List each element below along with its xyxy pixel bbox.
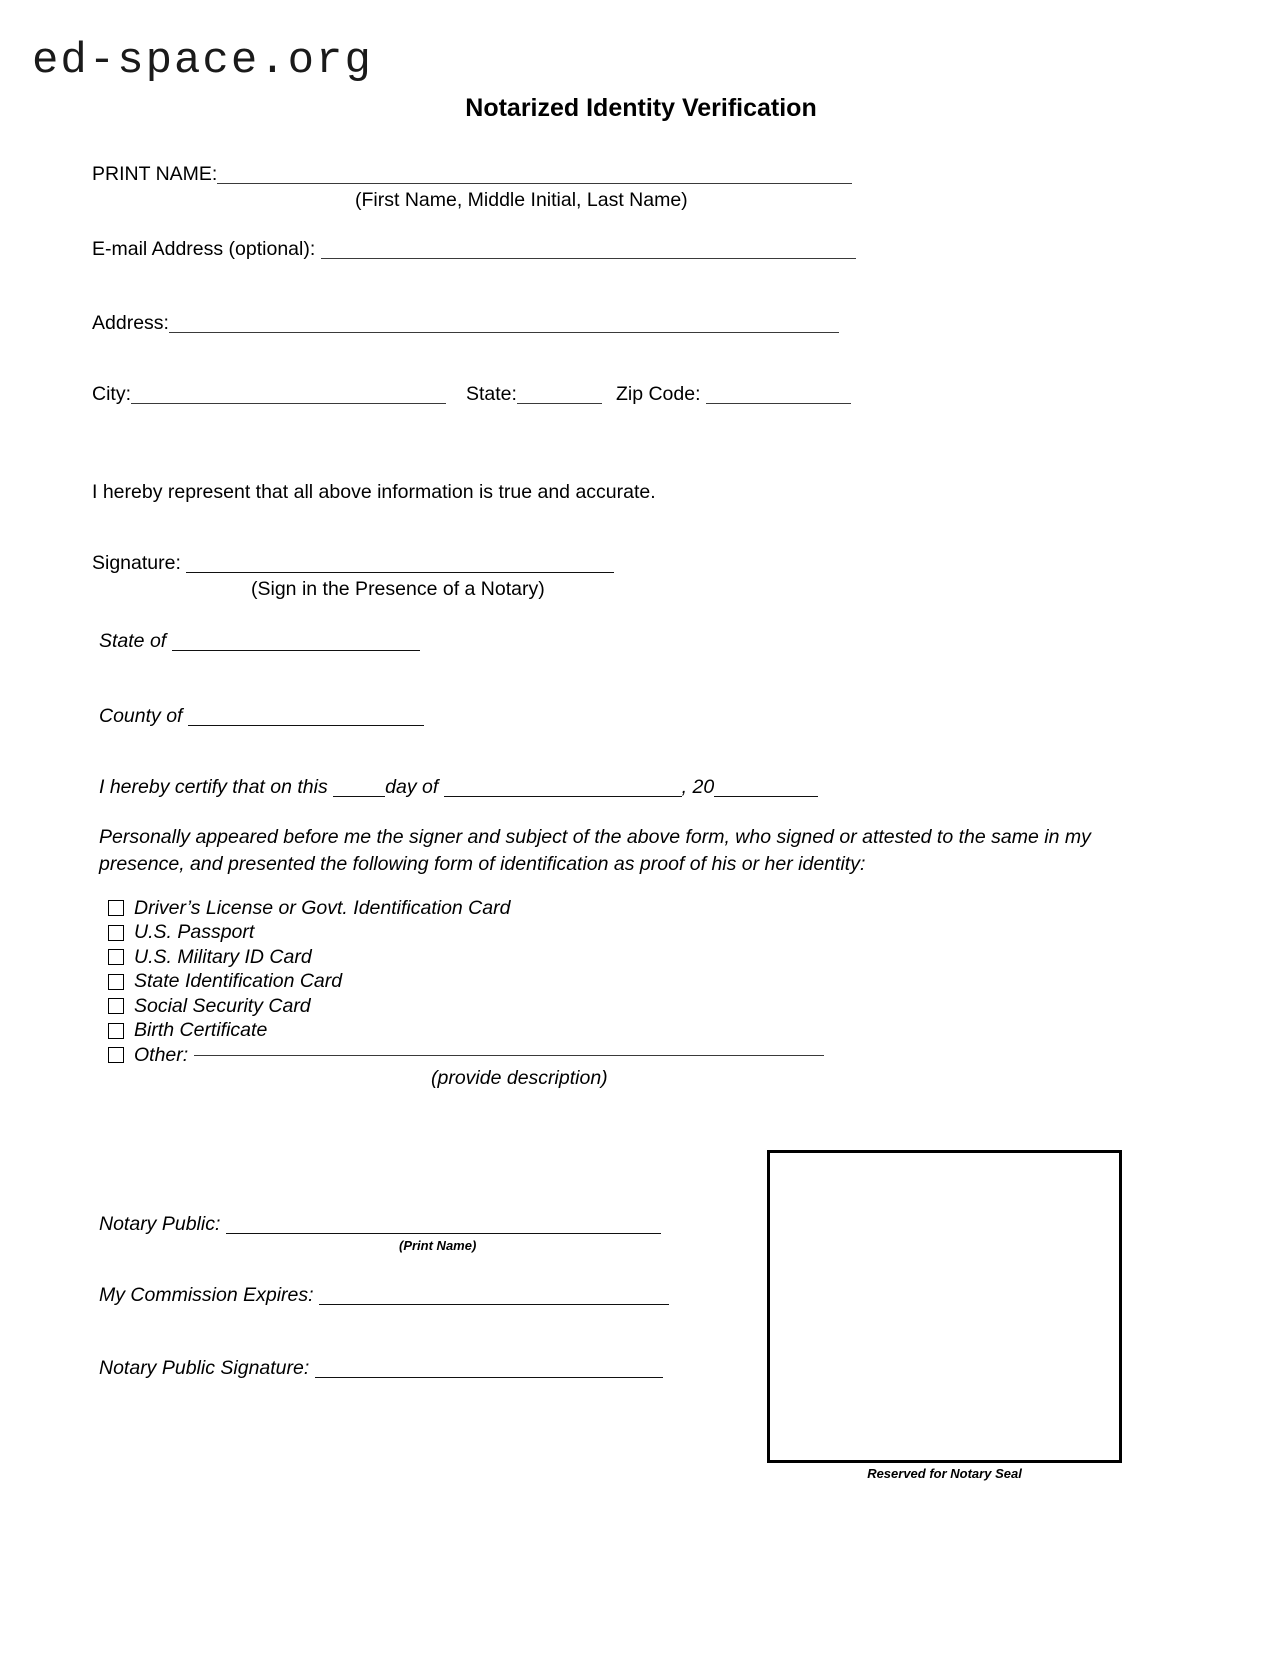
list-item[interactable] (108, 994, 824, 1019)
print-name-label: PRINT NAME: (92, 163, 218, 185)
checkbox-icon[interactable] (108, 998, 124, 1014)
zip-label: Zip Code: (615, 383, 706, 405)
certify-year-label: , 20 (681, 776, 715, 798)
checkbox-icon[interactable] (108, 949, 124, 965)
appeared-line-1: Personally appeared before me the signer and subject of the above form, who signed or attested to the same in (99, 826, 1060, 848)
state-of-label: State of (99, 630, 172, 652)
signature-hint: (Sign in the Presence of a Notary) (251, 578, 545, 600)
notary-public-field-row (99, 1213, 661, 1236)
checkbox-icon[interactable] (108, 1047, 124, 1063)
option-label: Social Security Card (134, 994, 311, 1017)
city-state-zip-row (92, 383, 851, 406)
attestation-statement: I hereby represent that all above information is true and accurate. (92, 481, 656, 503)
city-input-line[interactable] (131, 403, 446, 404)
other-description-input-line[interactable] (194, 1055, 824, 1056)
state-of-field-row (99, 630, 420, 653)
commission-expires-input-line[interactable] (319, 1304, 669, 1305)
zip-input-line[interactable] (706, 403, 851, 404)
email-label: E-mail Address (optional): (92, 238, 321, 260)
list-item[interactable] (108, 945, 824, 970)
appeared-line-2: my presence, and presented the following form of identification as proof of his or her identity: (99, 826, 1091, 875)
page-title: Notarized Identity Verification (465, 94, 817, 122)
state-label: State: (466, 383, 517, 405)
option-label: State Identification Card (134, 970, 343, 993)
notary-signature-field-row (99, 1357, 663, 1380)
certify-year-input-line[interactable] (714, 796, 818, 797)
notary-print-name-caption: (Print Name) (399, 1238, 477, 1253)
state-of-input-line[interactable] (172, 650, 420, 651)
list-item[interactable] (108, 921, 824, 946)
city-label: City: (92, 383, 131, 405)
identification-options-list (108, 896, 824, 1068)
list-item[interactable] (108, 896, 824, 921)
checkbox-icon[interactable] (108, 1023, 124, 1039)
certify-day-input-line[interactable] (333, 796, 385, 797)
option-label: Other: (134, 1043, 189, 1066)
county-of-input-line[interactable] (188, 725, 424, 726)
checkbox-icon[interactable] (108, 900, 124, 916)
notary-signature-input-line[interactable] (315, 1377, 663, 1378)
email-field-row (92, 238, 856, 261)
certify-prefix-label: I hereby certify that on this (99, 776, 334, 798)
list-item[interactable] (108, 970, 824, 995)
notary-seal-box[interactable] (767, 1150, 1122, 1463)
address-label: Address: (92, 312, 169, 334)
provide-description-note: (provide description) (431, 1067, 608, 1089)
certify-field-row (99, 776, 818, 799)
county-of-label: County of (99, 705, 188, 727)
print-name-hint: (First Name, Middle Initial, Last Name) (355, 189, 688, 211)
notary-seal-caption: Reserved for Notary Seal (867, 1466, 1022, 1481)
appeared-paragraph (99, 824, 1099, 878)
list-item[interactable] (108, 1019, 824, 1044)
email-input-line[interactable] (321, 258, 856, 259)
notary-signature-label: Notary Public Signature: (99, 1357, 315, 1379)
signature-label: Signature: (92, 552, 187, 574)
commission-expires-label: My Commission Expires: (99, 1284, 319, 1306)
signature-input-line[interactable] (186, 572, 614, 573)
notary-public-label: Notary Public: (99, 1213, 226, 1235)
county-of-field-row (99, 705, 424, 728)
option-label: Driver’s License or Govt. Identification Card (134, 896, 511, 919)
list-item-other[interactable] (108, 1043, 824, 1068)
state-input-line[interactable] (517, 403, 602, 404)
print-name-input-line[interactable] (217, 183, 852, 184)
option-label: U.S. Military ID Card (134, 945, 312, 968)
notary-public-input-line[interactable] (226, 1233, 661, 1234)
print-name-field-row (92, 163, 852, 186)
signature-field-row (92, 552, 614, 575)
address-field-row (92, 312, 839, 335)
option-label: Birth Certificate (134, 1019, 268, 1042)
option-label: U.S. Passport (134, 921, 255, 944)
certify-day-label: day of (385, 776, 444, 798)
checkbox-icon[interactable] (108, 974, 124, 990)
site-logo: ed-space.org (32, 36, 373, 86)
checkbox-icon[interactable] (108, 925, 124, 941)
address-input-line[interactable] (169, 332, 839, 333)
commission-expires-field-row (99, 1284, 669, 1307)
certify-month-input-line[interactable] (444, 796, 682, 797)
